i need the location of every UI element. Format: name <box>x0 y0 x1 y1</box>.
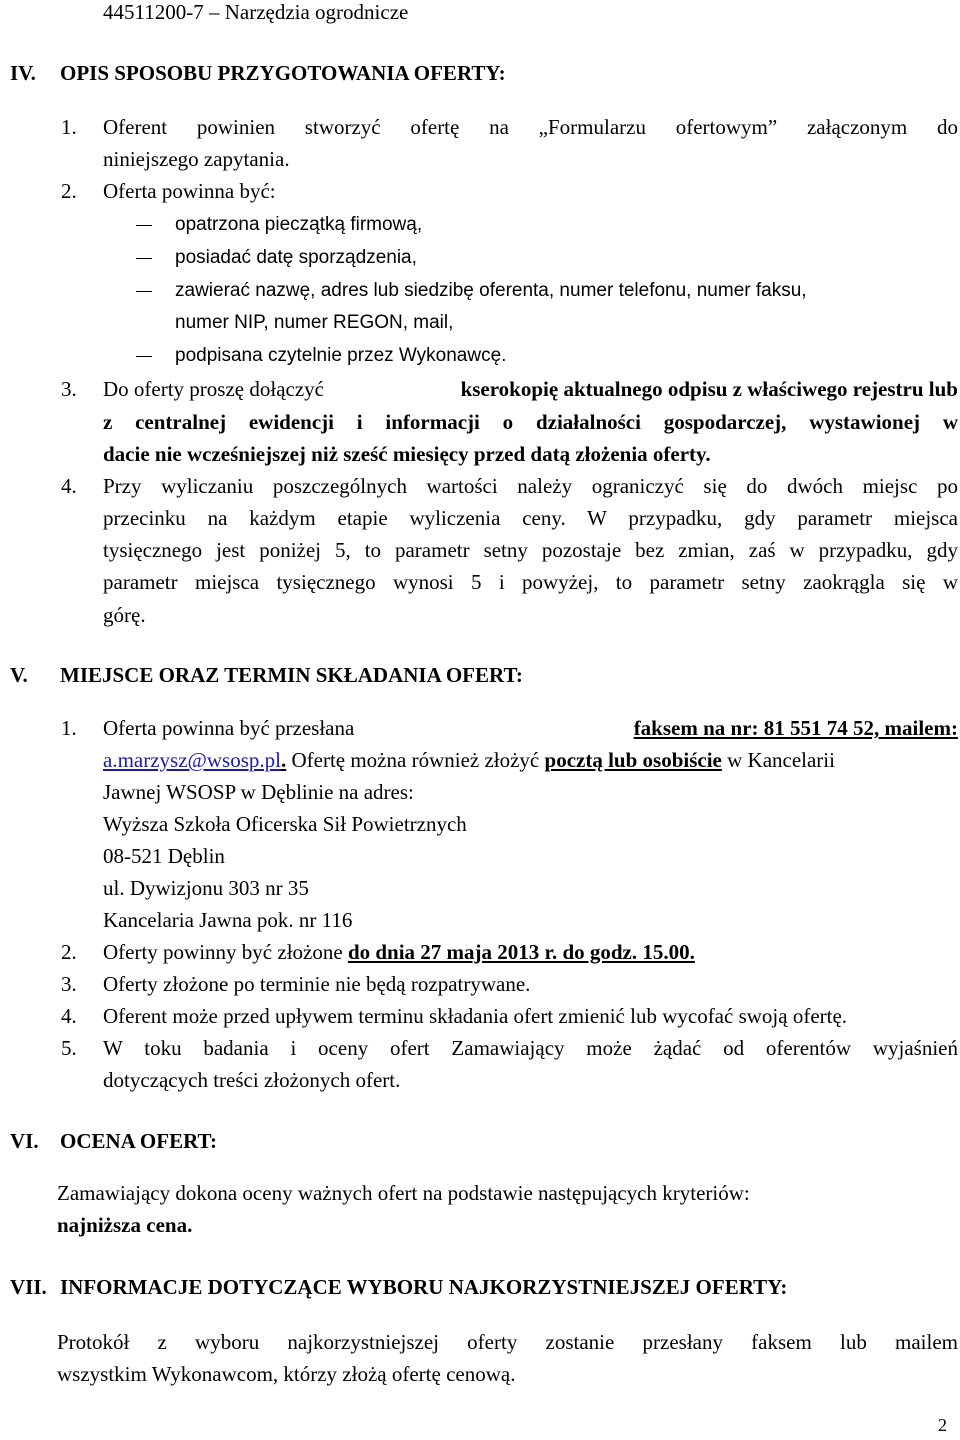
address-line: 08-521 Dęblin <box>103 844 225 868</box>
paragraph-line: Przy wyliczaniu poszczególnych wartości należy ograniczyć się do dwóch miejsc po <box>103 474 958 498</box>
paragraph-line: Oferent może przed upływem terminu składania ofert zmienić lub wycofać swoją ofertę. <box>103 1004 848 1028</box>
paragraph-line: parametr miejsca tysięcznego wynosi 5 i powyżej, to parametr setny zaokrągla się w <box>103 570 958 594</box>
paragraph-line: Oferta powinna być: <box>103 179 276 203</box>
header-cpv-code: 44511200-7 – Narzędzia ogrodnicze <box>103 0 409 24</box>
list-dash <box>136 291 152 292</box>
item-number: 1. <box>61 716 77 740</box>
item-number: 2. <box>61 940 77 964</box>
deadline: do dnia 27 maja 2013 r. do godz. 15.00. <box>347 940 695 964</box>
paragraph-line: Oferty złożone po terminie nie będą rozpatrywane. <box>103 972 531 996</box>
text-run-bold: kserokopię aktualnego odpisu z właściwego rejestru lub <box>460 377 958 401</box>
item-number: 3. <box>61 972 77 996</box>
section-vii-number: VII. <box>10 1275 47 1299</box>
email-link[interactable]: a.marzysz@wsosp.pl <box>103 748 281 772</box>
item-number: 2. <box>61 179 77 203</box>
fax-email-label: faksem na nr: 81 551 74 52, mailem: <box>633 716 958 740</box>
paragraph-line: z centralnej ewidencji i informacji o działalności gospodarczej, wystawionej w <box>103 410 958 434</box>
text-run: Do oferty proszę dołączyć <box>103 377 324 401</box>
paragraph-line: Protokół z wyboru najkorzystniejszej oferty zostanie przesłany faksem lub mailem <box>57 1330 958 1354</box>
paragraph-line: W toku badania i oceny ofert Zamawiający może żądać od oferentów wyjaśnień <box>103 1036 958 1060</box>
text-run-bold-underline: pocztą lub osobiście <box>544 748 722 772</box>
paragraph-line <box>103 745 835 775</box>
address-line: Kancelaria Jawna pok. nr 116 <box>103 908 353 932</box>
text-run: Oferta powinna być przesłana <box>103 716 355 740</box>
list-item: podpisana czytelnie przez Wykonawcę. <box>175 345 507 366</box>
criterion: najniższa cena. <box>57 1213 193 1237</box>
page-number: 2 <box>938 1415 947 1435</box>
address-line: Wyższa Szkoła Oficerska Sił Powietrznych <box>103 812 467 836</box>
paragraph-line: dacie nie wcześniejszej niż sześć miesięcy przed datą złożenia oferty. <box>103 442 711 466</box>
item-number: 4. <box>61 1004 77 1028</box>
list-item: zawierać nazwę, adres lub siedzibę oferenta, numer telefonu, numer faksu, <box>175 280 807 301</box>
section-vi-title: OCENA OFERT: <box>60 1129 217 1153</box>
paragraph-line: dotyczących treści złożonych ofert. <box>103 1068 401 1092</box>
list-dash <box>136 356 152 357</box>
paragraph-line: Oferent powinien stworzyć ofertę na „Formularzu ofertowym” załączonym do <box>103 115 958 139</box>
list-item: opatrzona pieczątką firmową, <box>175 214 423 235</box>
item-number: 1. <box>61 115 77 139</box>
list-item: numer NIP, numer REGON, mail, <box>175 312 454 333</box>
section-iv-number: IV. <box>10 61 36 85</box>
list-dash <box>136 258 152 259</box>
section-vi-number: VI. <box>10 1129 39 1153</box>
text-run: w Kancelarii <box>721 748 835 772</box>
paragraph-line <box>103 713 958 743</box>
paragraph-line: Zamawiający dokona oceny ważnych ofert na podstawie następujących kryteriów: <box>57 1181 750 1205</box>
text-run: Oferty powinny być złożone <box>103 940 348 964</box>
item-number: 5. <box>61 1036 77 1060</box>
address-line: Jawnej WSOSP w Dęblinie na adres: <box>103 780 414 804</box>
paragraph-line <box>103 374 958 404</box>
paragraph-line: wszystkim Wykonawcom, którzy złożą ofertę cenową. <box>57 1362 516 1386</box>
list-dash <box>136 225 152 226</box>
paragraph-line <box>103 937 695 967</box>
list-item: posiadać datę sporządzenia, <box>175 247 417 268</box>
section-iv-title: OPIS SPOSOBU PRZYGOTOWANIA OFERTY: <box>60 61 506 85</box>
section-v-title: MIEJSCE ORAZ TERMIN SKŁADANIA OFERT: <box>60 663 523 687</box>
paragraph-line: tysięcznego jest poniżej 5, to parametr setny pozostaje bez zmian, zaś w przypadku, gdy <box>103 538 958 562</box>
section-v-number: V. <box>10 663 28 687</box>
paragraph-line: górę. <box>103 603 146 627</box>
paragraph-line: niniejszego zapytania. <box>103 147 290 171</box>
item-number: 3. <box>61 377 77 401</box>
text-run: Ofertę można również złożyć <box>286 748 545 772</box>
section-vii-title: INFORMACJE DOTYCZĄCE WYBORU NAJKORZYSTNIEJSZEJ OFERTY: <box>60 1275 788 1299</box>
item-number: 4. <box>61 474 77 498</box>
address-line: ul. Dywizjonu 303 nr 35 <box>103 876 309 900</box>
text-run-bold: . <box>280 748 287 772</box>
paragraph-line: przecinku na każdym etapie wyliczenia ceny. W przypadku, gdy parametr miejsca <box>103 506 958 530</box>
